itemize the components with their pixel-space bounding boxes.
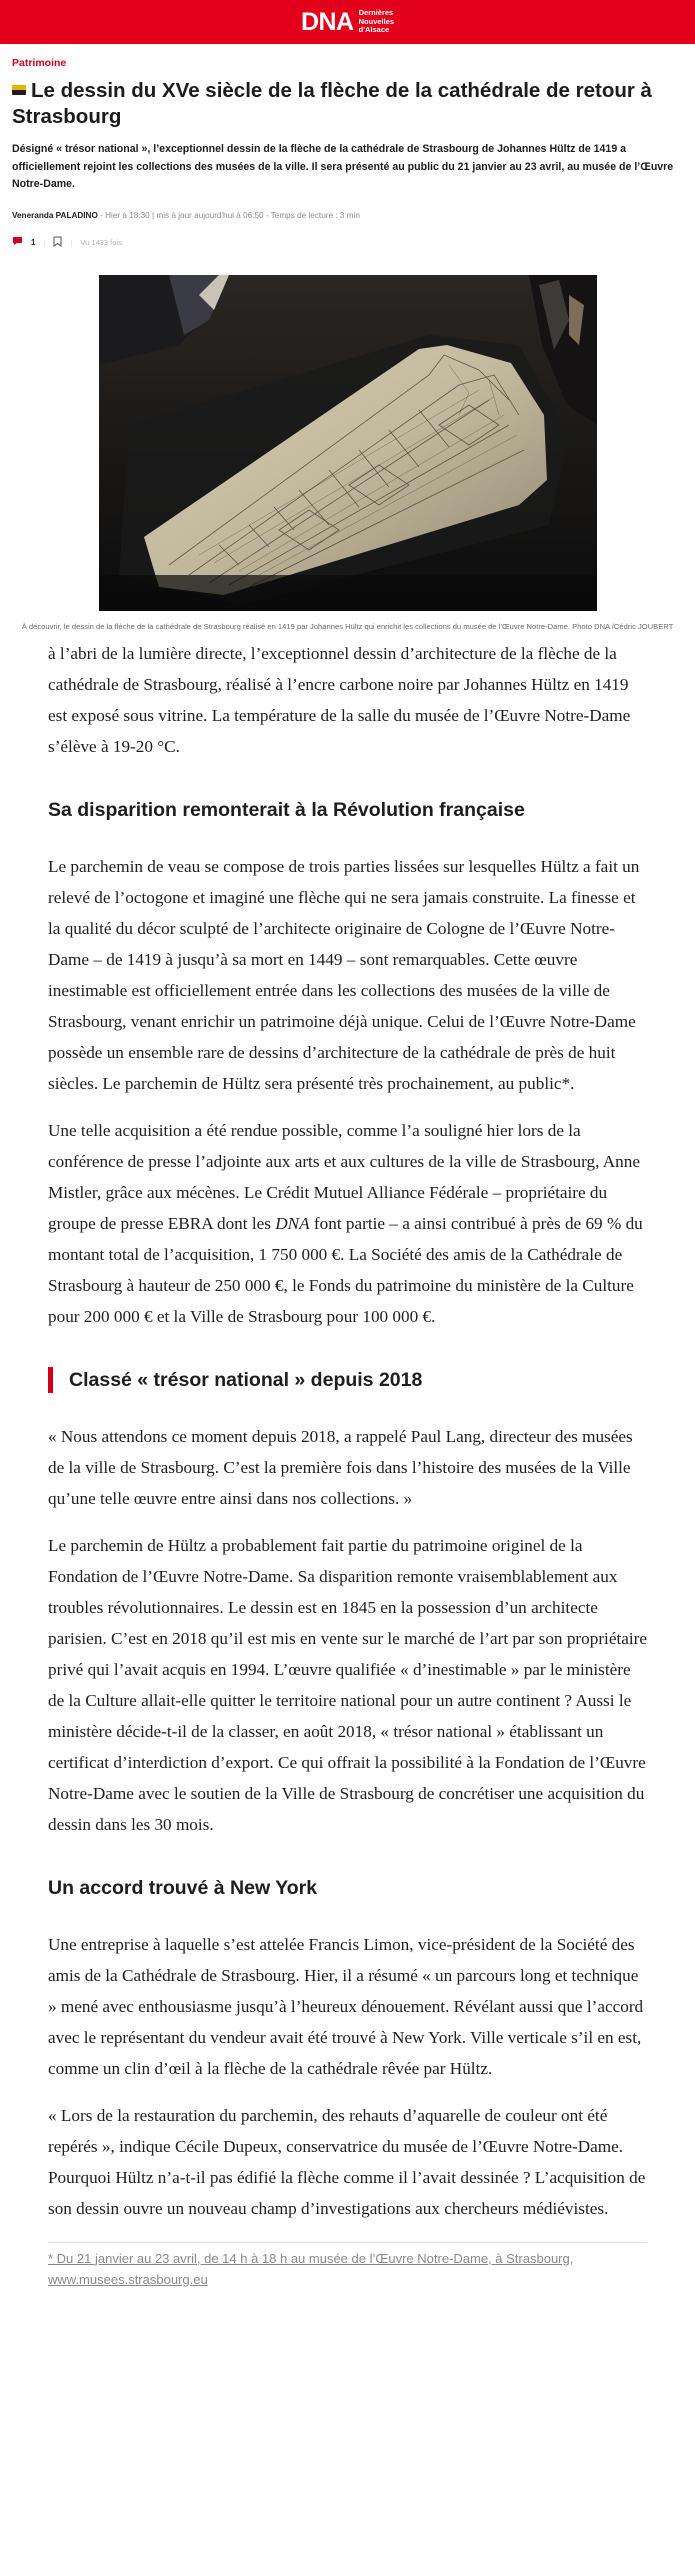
subheading: Sa disparition remonterait à la Révolution française: [48, 798, 525, 821]
article-chapo: Désigné « trésor national », l’exceptionnel dessin de la flèche de la cathédrale de Strasbourg de Johannes Hültz de 1419 a officiellement rejoint les collections des musées de la ville. Il sera présenté au public du 21 janvier au 23 avril, au musée de l’Œuvre Notre-Dame.: [12, 143, 674, 190]
article-photo[interactable]: [99, 275, 597, 611]
author-name[interactable]: Veneranda PALADINO: [12, 210, 98, 220]
article-title-text: Le dessin du XVe siècle de la flèche de la cathédrale de retour à Strasbourg: [12, 79, 652, 128]
bookmark-icon[interactable]: [53, 236, 62, 249]
site-header: [0, 0, 695, 44]
comment-count[interactable]: 1: [31, 237, 36, 247]
rubric-link[interactable]: Patrimoine: [12, 57, 67, 69]
article-actions: [12, 236, 683, 249]
paragraph: « Lors de la restauration du parchemin, des rehauts d’aquarelle de couleur ont été repérés », indique Cécile Dupeux, conservatrice du musée de l’Œuvre Notre-Dame. Pourquoi Hültz n’a-t-il pas édifié la flèche comme il l’avait dessinée ? L’acquisition de son dessin ouvre un nouveau champ d’investigations aux chercheurs médiévistes.: [48, 2105, 646, 2218]
premium-flag-icon: [12, 85, 26, 95]
subheading: Un accord trouvé à New York: [48, 1876, 318, 1899]
article-body: [0, 638, 695, 2224]
logo-mark: DNA: [300, 7, 354, 36]
article-meta: [12, 211, 683, 220]
museum-link[interactable]: * Du 21 janvier au 23 avril, de 14 h à 18 h au musée de l’Œuvre Notre-Dame, à Strasbourg, www.musees.strasbourg.eu: [48, 2250, 574, 2287]
paragraph: Une telle acquisition a été rendue possible, comme l’a souligné hier lors de la conférence de presse l’adjointe aux arts et aux cultures de la ville de Strasbourg, Anne Mistler, grâce aux mécènes. Le Crédit Mutuel Alliance Fédérale – propriétaire du groupe de presse EBRA dont les DNA font partie – a ainsi contribué à près de 69 % du montant total de l’acquisition, 1 750 000 €. La Société des amis de la Cathédrale de Strasbourg à hauteur de 250 000 €, le Fonds du patrimoine du ministère de la Culture pour 200 000 € et la Ville de Strasbourg pour 100 000 €.: [48, 1120, 643, 1326]
separator: |: [43, 237, 46, 247]
paragraph: « Nous attendons ce moment depuis 2018, a rappelé Paul Lang, directeur des musées de la ville de Strasbourg. C’est la première fois dans l’histoire des musées de la Ville qu’une telle œuvre entre ainsi dans nos collections. »: [48, 1426, 633, 1508]
footnote: [48, 2242, 647, 2290]
article-title: [12, 78, 683, 130]
paragraph: Le parchemin de veau se compose de trois parties lissées sur lesquelles Hültz a fait un relevé de l’octogone et imaginé une flèche qui ne sera jamais construite. La finesse et la qualité du décor sculpté de l’architecte originaire de Cologne de l’Œuvre Notre-Dame – de 1419 à jusqu’à sa mort en 1449 – sont remarquables. Cette œuvre inestimable est officiellement entrée dans les collections des musées de la ville de Strasbourg, venant enrichir un patrimoine déjà unique. Celui de l’Œuvre Notre-Dame possède un ensemble rare de dessins d’architecture de la cathédrale de près de huit siècles. Le parchemin de Hültz sera présenté très prochainement, au public*.: [48, 856, 640, 1093]
dna-emphasis: DNA: [275, 1213, 310, 1233]
photo-caption: À découvrir, le dessin de la flèche de la cathédrale de Strasbourg réalisé en 1419 par Johannes Hültz qui enrichit les collections du musée de l’Œuvre Notre-Dame. Photo DNA /Cédric JOUBERT: [21, 621, 674, 631]
paragraph: Le parchemin de Hültz a probablement fait partie du patrimoine originel de la Fondation de l’Œuvre Notre-Dame. Sa disparition remonte vraisemblablement aux troubles révolutionnaires. Le dessin est en 1845 en la possession d’un architecte parisien. C’est en 2018 qu’il est mis en vente sur le marché de l’art par son propriétaire privé qui l’avait acquis en 1994. L’œuvre qualifiée « d’inestimable » par le ministère de la Culture allait-elle quitter le territoire national pour un autre continent ? Aussi le ministère décide-t-il de la classer, en août 2018, « trésor national » établissant un certificat d’interdiction d’export. Ce qui offrait la possibilité à la Fondation de l’Œuvre Notre-Dame avec le soutien de la Ville de Strasbourg de concrétiser une acquisition du dessin dans les 30 mois.: [48, 1535, 647, 1834]
quote-heading: Classé « trésor national » depuis 2018: [48, 1367, 647, 1393]
parchment-drawing-image: [99, 275, 597, 611]
separator: |: [70, 237, 73, 247]
article-head: [0, 44, 695, 249]
article-dates: - Hier à 18:30 | mis à jour aujourd'hui à 06:50 - Temps de lecture : 3 min: [97, 210, 360, 220]
view-count: Vu 1433 fois: [80, 237, 122, 247]
dna-logo[interactable]: [301, 9, 394, 35]
comment-icon[interactable]: [12, 236, 23, 248]
logo-tagline: Dernières Nouvelles d'Alsace: [358, 8, 395, 35]
paragraph: à l’abri de la lumière directe, l’exceptionnel dessin d’architecture de la flèche de la cathédrale de Strasbourg, réalisé à l’encre carbone noire par Johannes Hültz en 1419 est exposé sous vitrine. La température de la salle du musée de l’Œuvre Notre-Dame s’élève à 19-20 °C.: [48, 643, 631, 756]
paragraph: Une entreprise à laquelle s’est attelée Francis Limon, vice-président de la Société des amis de la Cathédrale de Strasbourg. Hier, il a résumé « un parcours long et technique » mené avec enthousiasme jusqu’à l’heureux dénouement. Révélant aussi que l’accord avec le représentant du vendeur avait été trouvé à New York. Ville verticale s’il en est, comme un clin d’œil à la flèche de la cathédrale rêvée par Hültz.: [48, 1934, 644, 2078]
